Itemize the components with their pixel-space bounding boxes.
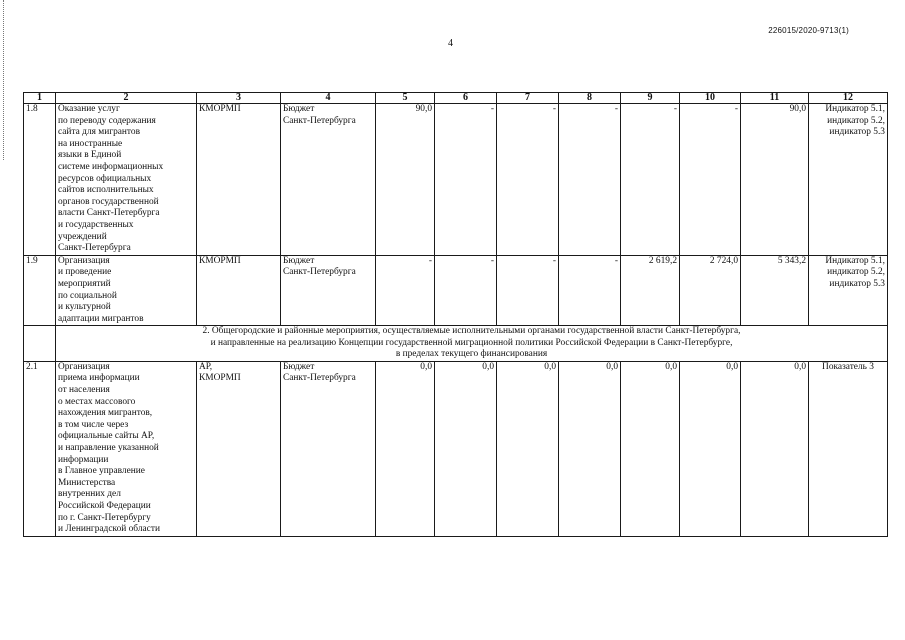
indicator-line: Индикатор 5.1,	[825, 255, 885, 266]
section-title	[56, 326, 888, 362]
row-name-line: Министерства	[58, 477, 116, 488]
row-indicator	[809, 255, 888, 326]
row-name-line: Оказание услуг	[58, 104, 120, 114]
col-header: 12	[809, 93, 888, 104]
row-name-line: и Ленинградской области	[58, 524, 160, 535]
source-line: Бюджет	[283, 104, 315, 114]
document-id: 226015/2020-9713(1)	[768, 26, 849, 35]
row-source	[281, 361, 376, 536]
indicator-line: Показатель 3	[822, 361, 874, 372]
source-line: Санкт-Петербурга	[283, 373, 356, 384]
indicator-line: индикатор 5.2,	[827, 115, 885, 126]
row-name-line: сайта для мигрантов	[58, 127, 141, 138]
col-header: 10	[680, 93, 741, 104]
row-name-line: Организация	[58, 255, 110, 266]
row-name-line: сайтов исполнительных	[58, 185, 154, 196]
row-name-line: языки в Единой	[58, 150, 122, 161]
col-header: 7	[497, 93, 559, 104]
row-name-line: по социальной	[58, 290, 117, 301]
table-row	[24, 361, 888, 536]
col-header: 1	[24, 93, 56, 104]
row-name-line: на иностранные	[58, 138, 123, 149]
col-header: 4	[281, 93, 376, 104]
value-cell: 0,0	[621, 361, 680, 536]
row-executor	[197, 104, 281, 256]
row-name-line: информации	[58, 454, 109, 465]
row-name-line: приема информации	[58, 373, 140, 384]
scan-edge-mark	[3, 0, 6, 160]
source-line: Бюджет	[283, 255, 315, 266]
value-cell: 0,0	[680, 361, 741, 536]
row-name-line: внутренних дел	[58, 489, 121, 500]
row-name-line: и проведение	[58, 267, 112, 278]
table-row	[24, 255, 888, 326]
col-header: 5	[376, 93, 435, 104]
row-number: 1.8	[24, 104, 56, 256]
value-cell: 90,0	[376, 104, 435, 256]
executor-line: КМОРМП	[199, 255, 241, 266]
col-header: 2	[56, 93, 197, 104]
col-header: 11	[741, 93, 809, 104]
row-name-line: и государственных	[58, 219, 134, 230]
row-name	[56, 104, 197, 256]
executor-line: КМОРМП	[199, 373, 241, 384]
row-indicator	[809, 104, 888, 256]
row-name-line: учреждений	[58, 231, 107, 242]
row-name-line: органов государственной	[58, 196, 159, 207]
row-name-line: Организация	[58, 361, 110, 372]
row-number: 2.1	[24, 361, 56, 536]
row-name-line: по переводу содержания	[58, 115, 156, 126]
row-name-line: и направление указанной	[58, 442, 159, 453]
col-header: 6	[435, 93, 497, 104]
value-cell: 0,0	[376, 361, 435, 536]
value-cell: 5 343,2	[741, 255, 809, 326]
col-header: 8	[559, 93, 621, 104]
value-cell: 0,0	[741, 361, 809, 536]
section-title-line: 2. Общегородские и районные мероприятия, осуществляемые исполнительными органами государственной власти Санкт-Петербурга,	[202, 326, 741, 337]
row-name-line: адаптации мигрантов	[58, 313, 144, 324]
row-name-line: о местах массового	[58, 396, 136, 407]
value-cell: -	[680, 104, 741, 256]
section-title-line: в пределах текущего финансирования	[395, 349, 548, 360]
row-name-line: в том числе через	[58, 419, 129, 430]
row-name	[56, 255, 197, 326]
row-name	[56, 361, 197, 536]
row-source	[281, 255, 376, 326]
row-executor	[197, 361, 281, 536]
row-name-line: власти Санкт-Петербурга	[58, 208, 160, 219]
row-name-line: и культурной	[58, 302, 111, 313]
row-name-line: системе информационных	[58, 161, 164, 172]
row-indicator	[809, 361, 888, 536]
executor-line: КМОРМП	[199, 104, 241, 114]
value-cell: 90,0	[741, 104, 809, 256]
row-executor	[197, 255, 281, 326]
value-cell: -	[435, 104, 497, 256]
source-line: Санкт-Петербурга	[283, 267, 356, 278]
value-cell: -	[559, 104, 621, 256]
program-table	[23, 92, 888, 537]
col-header: 9	[621, 93, 680, 104]
table-row	[24, 104, 888, 256]
source-line: Бюджет	[283, 361, 315, 372]
indicator-line: индикатор 5.3	[829, 127, 885, 138]
page-number: 4	[448, 38, 453, 49]
executor-line: АР,	[199, 361, 213, 372]
row-name-line: в Главное управление	[58, 466, 145, 477]
row-name-line: Российской Федерации	[58, 500, 151, 511]
value-cell: -	[497, 104, 559, 256]
source-line: Санкт-Петербурга	[283, 115, 356, 126]
col-header: 3	[197, 93, 281, 104]
row-name-line: нахождения мигрантов,	[58, 408, 153, 419]
row-name-line: официальные сайты АР,	[58, 431, 155, 442]
row-name-line: по г. Санкт-Петербургу	[58, 512, 151, 523]
section-header-row	[24, 326, 888, 362]
row-name-line: Санкт-Петербурга	[58, 243, 131, 254]
row-source	[281, 104, 376, 256]
value-cell: -	[621, 104, 680, 256]
value-cell: -	[376, 255, 435, 326]
indicator-line: индикатор 5.3	[829, 278, 885, 289]
value-cell: 0,0	[435, 361, 497, 536]
column-header-row	[24, 93, 888, 104]
value-cell: 2 724,0	[680, 255, 741, 326]
value-cell: 2 619,2	[621, 255, 680, 326]
row-name-line: ресурсов официальных	[58, 173, 152, 184]
value-cell: -	[435, 255, 497, 326]
value-cell: 0,0	[497, 361, 559, 536]
row-name-line: от населения	[58, 384, 110, 395]
row-name-line: мероприятий	[58, 278, 111, 289]
indicator-line: Индикатор 5.1,	[825, 104, 885, 114]
indicator-line: индикатор 5.2,	[827, 267, 885, 278]
value-cell: -	[559, 255, 621, 326]
row-number: 1.9	[24, 255, 56, 326]
section-title-line: и направленные на реализацию Концепции государственной миграционной политики Российской Федерации в Санкт-Петербурге,	[210, 337, 733, 348]
value-cell: -	[497, 255, 559, 326]
value-cell: 0,0	[559, 361, 621, 536]
